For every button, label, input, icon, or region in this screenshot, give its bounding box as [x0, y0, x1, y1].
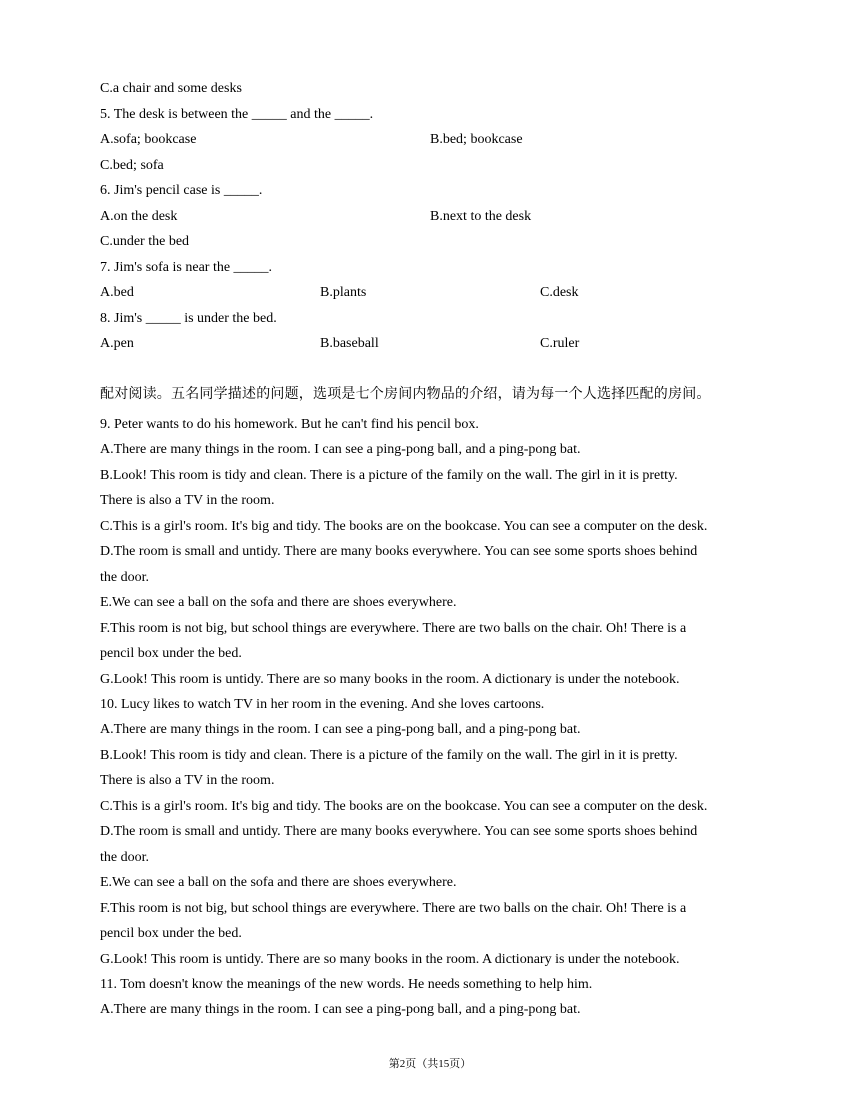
q6-stem: 6. Jim's pencil case is _____. [100, 183, 263, 198]
q9-option-c: C.This is a girl's room. It's big and tidy. The books are on the bookcase. You can see a computer on the desk. [100, 519, 708, 534]
q9-option-f: F.This room is not big, but school things are everywhere. There are two balls on the chair. Oh! There is a [100, 621, 687, 636]
q10-option-f: F.This room is not big, but school things are everywhere. There are two balls on the chair. Oh! There is a [100, 901, 687, 916]
q10-option-d: D.The room is small and untidy. There are many books everywhere. You can see some sports shoes behind [100, 824, 698, 839]
q9-option-e: E.We can see a ball on the sofa and there are shoes everywhere. [100, 595, 457, 610]
q10-option-c: C.This is a girl's room. It's big and tidy. The books are on the bookcase. You can see a computer on the desk. [100, 799, 708, 814]
q9-option-g: G.Look! This room is untidy. There are so many books in the room. A dictionary is under the notebook. [100, 672, 680, 687]
q7-option-a: A.bed [100, 285, 134, 300]
q5-option-b: B.bed; bookcase [430, 132, 523, 147]
q7-option-b: B.plants [320, 285, 367, 300]
q9-option-a: A.There are many things in the room. I can see a ping-pong ball, and a ping-pong bat. [100, 442, 581, 457]
q9-option-b: B.Look! This room is tidy and clean. There is a picture of the family on the wall. The girl in it is pretty. [100, 468, 678, 483]
q11-stem: 11. Tom doesn't know the meanings of the new words. He needs something to help him. [100, 977, 593, 992]
q7-option-c: C.desk [540, 285, 579, 300]
q9-option-d: D.The room is small and untidy. There are many books everywhere. You can see some sports shoes behind [100, 544, 698, 559]
q9-option-f-cont: pencil box under the bed. [100, 646, 242, 661]
q10-option-g: G.Look! This room is untidy. There are so many books in the room. A dictionary is under the notebook. [100, 952, 680, 967]
q5-option-a: A.sofa; bookcase [100, 132, 197, 147]
q4-option-c: C.a chair and some desks [100, 81, 242, 96]
q8-stem: 8. Jim's _____ is under the bed. [100, 311, 277, 326]
q9-option-b-cont: There is also a TV in the room. [100, 493, 275, 508]
q5-stem: 5. The desk is between the _____ and the _____. [100, 107, 374, 122]
q10-option-b: B.Look! This room is tidy and clean. There is a picture of the family on the wall. The girl in it is pretty. [100, 748, 678, 763]
q6-option-c: C.under the bed [100, 234, 190, 249]
q8-option-c: C.ruler [540, 336, 580, 351]
q11-option-a: A.There are many things in the room. I can see a ping-pong ball, and a ping-pong bat. [100, 1002, 581, 1017]
q10-option-e: E.We can see a ball on the sofa and there are shoes everywhere. [100, 875, 457, 890]
q10-option-d-cont: the door. [100, 850, 149, 865]
q8-option-b: B.baseball [320, 336, 379, 351]
q5-option-c: C.bed; sofa [100, 158, 164, 173]
q10-option-b-cont: There is also a TV in the room. [100, 773, 275, 788]
q7-stem: 7. Jim's sofa is near the _____. [100, 260, 273, 275]
q10-option-a: A.There are many things in the room. I can see a ping-pong ball, and a ping-pong bat. [100, 722, 581, 737]
q6-option-b: B.next to the desk [430, 209, 532, 224]
q9-stem: 9. Peter wants to do his homework. But he can't find his pencil box. [100, 417, 479, 432]
q9-option-d-cont: the door. [100, 570, 149, 585]
q8-option-a: A.pen [100, 336, 134, 351]
q10-stem: 10. Lucy likes to watch TV in her room in the evening. And she loves cartoons. [100, 697, 545, 712]
q6-option-a: A.on the desk [100, 209, 178, 224]
q10-option-f-cont: pencil box under the bed. [100, 926, 242, 941]
page-footer: 第2页（共15页） [388, 1058, 472, 1070]
section-title: 配对阅读。五名同学描述的问题，选项是七个房间内物品的介绍，请为每一个人选择匹配的房间。 [100, 387, 711, 402]
